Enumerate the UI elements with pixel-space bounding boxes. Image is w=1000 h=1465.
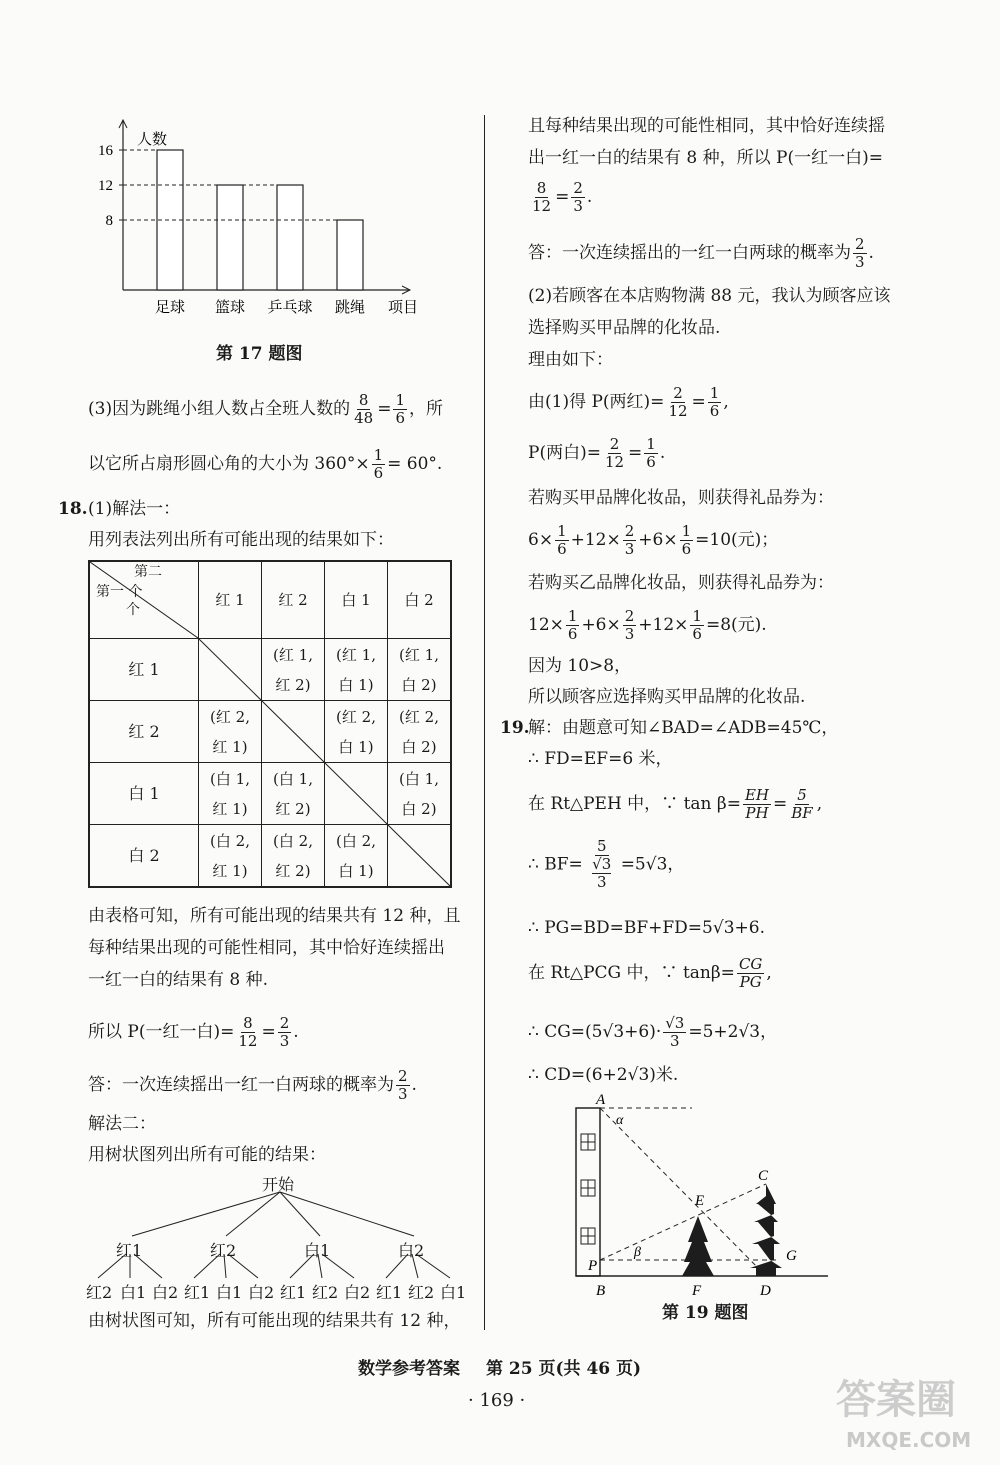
- tree-node-l1: 白2: [398, 1241, 425, 1260]
- table-cell: (红 1, 白 2): [388, 639, 452, 701]
- label-E: E: [695, 1193, 705, 1209]
- y-tick-label: 16: [98, 143, 113, 159]
- watermark-url: MXQE.COM: [846, 1428, 972, 1452]
- right-line2: 出一红一白的结果有 8 种，所以 P(一红一白)=: [528, 148, 883, 168]
- brand-b-intro: 若购买乙品牌化妆品，则获得礼品券为：: [528, 573, 834, 593]
- p-two-red: 由(1)得 P(两红)= $\frac{2}{12}$ = $\frac{1}{6}$ ,: [528, 384, 729, 420]
- tree-leaf: 红2: [312, 1283, 339, 1302]
- after-table-line3: 一红一白的结果有 8 种.: [88, 970, 269, 990]
- brand-a-calc: 6× $\frac{1}{6}$ +12× $\frac{2}{3}$ +6× $\frac{1}{6}$ =10(元)；: [528, 522, 779, 558]
- table-cell: (白 2, 红 1): [199, 825, 262, 888]
- q17-part3-line2: 以它所占扇形圆心角的大小为 360°× $\frac{1}{6}$ = 60°.: [88, 446, 443, 482]
- x-tick-label: 跳绳: [334, 300, 366, 316]
- fraction: $\frac{2}{3}$: [279, 1014, 290, 1050]
- tree-leaf: 红1: [376, 1283, 403, 1302]
- fraction: $\frac{8}{12}$: [532, 179, 552, 215]
- chart-caption: 第 17 题图: [216, 344, 303, 364]
- q19-tan-pcg: 在 Rt△PCG 中，∵ tanβ= $\frac{CG}{PG}$ ,: [528, 955, 772, 991]
- q18-number: 18.: [58, 499, 88, 519]
- table-row: [89, 825, 451, 888]
- table-row: [89, 763, 451, 825]
- table-cell: (红 2, 白 2): [388, 701, 452, 763]
- tree-node-l1: 白1: [304, 1241, 331, 1260]
- outcome-table: [88, 560, 452, 888]
- diag-cell: [199, 639, 262, 701]
- compare-line: 因为 10>8，: [528, 656, 632, 676]
- right-line1: 且每种结果出现的可能性相同，其中恰好连续摇: [528, 116, 885, 136]
- footer-title: 数学参考答案: [358, 1359, 460, 1379]
- tree: [682, 1216, 714, 1276]
- brand-a-intro: 若购买甲品牌化妆品，则获得礼品券为：: [528, 488, 834, 508]
- col-header: 红 1: [199, 561, 262, 639]
- fraction: $\frac{2}{12}$: [604, 435, 625, 471]
- page-number: · 169 ·: [468, 1390, 526, 1411]
- table-cell: (红 2, 白 1): [325, 701, 388, 763]
- table-cell: (白 1, 红 2): [262, 763, 325, 825]
- table-corner-cell: [89, 561, 199, 639]
- label-beta: β: [634, 1245, 641, 1260]
- q17-part3-line1: (3)因为跳绳小组人数占全班人数的 $\frac{8}{48}$ = $\frac{1}{6}$ ，所: [88, 391, 443, 427]
- tree-node-l1: 红1: [116, 1241, 143, 1260]
- fraction: $\frac{2}{3}$: [855, 235, 865, 271]
- row-header: 白 2: [89, 825, 199, 888]
- row-header: 红 2: [89, 701, 199, 763]
- bar-chart-q17: [80, 112, 440, 332]
- row-header: 红 1: [89, 639, 199, 701]
- diag-cell: [388, 825, 452, 888]
- fraction: $\frac{1}{6}$: [373, 446, 384, 482]
- x-tick-label: 篮球: [214, 300, 246, 316]
- label-F: F: [692, 1283, 702, 1299]
- table-row: [89, 639, 451, 701]
- right-part2-line2: 选择购买甲品牌的化妆品.: [528, 318, 721, 338]
- col-header: 白 2: [388, 561, 452, 639]
- text: (3)因为跳绳小组人数占全班人数的: [88, 399, 351, 419]
- p-two-white: P(两白)= $\frac{2}{12}$ = $\frac{1}{6}$ .: [528, 435, 666, 471]
- label-alpha: α: [616, 1113, 624, 1128]
- tree-leaf: 白1: [120, 1283, 147, 1302]
- pagoda: [750, 1184, 782, 1276]
- fraction: $\frac{1}{6}$: [395, 391, 405, 427]
- watermark-logo: 答案圈: [836, 1377, 956, 1423]
- tree-leaf: 白2: [248, 1283, 275, 1302]
- tree-leaf: 白2: [344, 1283, 371, 1302]
- col-header: 白 1: [325, 561, 388, 639]
- table-cell: (白 1, 白 2): [388, 763, 452, 825]
- x-tick-label: 乒乓球: [267, 300, 313, 316]
- right-part2-line1: (2)若顾客在本店购物满 88 元，我认为顾客应该: [528, 286, 891, 306]
- table-cell: (白 2, 红 2): [262, 825, 325, 888]
- tree-leaf: 红2: [86, 1283, 113, 1302]
- fraction: $\frac{2}{3}$: [573, 179, 583, 215]
- x-axis-label: 项目: [388, 300, 419, 316]
- y-tick-label: 8: [105, 213, 113, 229]
- tree-leaf: 红1: [280, 1283, 307, 1302]
- tree-leaf: 白1: [440, 1283, 467, 1302]
- y-axis-label: 人数: [137, 132, 168, 148]
- y-tick-label: 12: [98, 178, 113, 194]
- column-divider: [484, 115, 485, 1330]
- answer-line: 答：一次连续摇出一红一白两球的概率为 $\frac{2}{3}$ .: [88, 1067, 417, 1103]
- conclusion-line: 所以顾客应选择购买甲品牌的化妆品.: [528, 687, 806, 707]
- tree-leaf: 白1: [216, 1283, 243, 1302]
- table-cell: (红 1, 红 2): [262, 639, 325, 701]
- fraction: $\frac{8}{48}$: [354, 391, 374, 427]
- label-A: A: [596, 1092, 606, 1108]
- after-table-line2: 每种结果出现的可能性相同，其中恰好连续摇出: [88, 938, 445, 958]
- fraction: $\frac{2}{12}$: [668, 384, 688, 420]
- fraction: $\frac{1}{6}$: [709, 384, 720, 420]
- windows: [581, 1134, 595, 1244]
- q19-tan-beta: 在 Rt△PEH 中，∵ tan β= $\frac{EH}{PH}$ = $\frac{5}{BF}$ ,: [528, 786, 823, 822]
- bar: [277, 185, 303, 290]
- diag-cell: [262, 701, 325, 763]
- after-table-line1: 由表格可知，所有可能出现的结果共有 12 种，且: [88, 906, 461, 926]
- tree-node-l1: 红2: [210, 1241, 237, 1260]
- table-row: [89, 701, 451, 763]
- q19-bf: ∴ BF= 5 √3 3 =5√3，: [528, 837, 685, 891]
- tree-leaf: 红2: [408, 1283, 435, 1302]
- fraction: $\frac{2}{3}$: [398, 1067, 408, 1103]
- table-header-row: [89, 561, 451, 639]
- q18-list-intro: 用列表法列出所有可能出现的结果如下：: [88, 530, 394, 550]
- label-P: P: [588, 1258, 598, 1274]
- x-tick-label: 足球: [154, 300, 186, 316]
- right-reason: 理由如下：: [528, 350, 613, 370]
- tree-conclusion: 由树状图可知，所有可能出现的结果共有 12 种，: [88, 1311, 461, 1331]
- tree-leaf: 红1: [184, 1283, 211, 1302]
- bar: [217, 185, 243, 290]
- label-B: B: [596, 1283, 606, 1299]
- q18-method1: (1)解法一：: [88, 499, 181, 519]
- q19-cg: ∴ CG=(5√3+6)· $\frac{√3}{3}$ =5+2√3，: [528, 1014, 778, 1050]
- q19-pg: ∴ PG=BD=BF+FD=5√3+6.: [528, 918, 765, 938]
- bar: [337, 220, 363, 290]
- table-cell: (红 2, 红 1): [199, 701, 262, 763]
- compound-fraction: 5 √3 3: [592, 837, 612, 891]
- col-header: 红 2: [262, 561, 325, 639]
- probability-line: 所以 P(一红一白)= $\frac{8}{12}$ = $\frac{2}{3}$ .: [88, 1014, 299, 1050]
- q19-line2: ∴ FD=EF=6 米，: [528, 749, 673, 769]
- tree-leaf: 白2: [152, 1283, 179, 1302]
- right-fraction-line: $\frac{8}{12}$ = $\frac{2}{3}$ .: [532, 179, 593, 215]
- right-answer: 答：一次连续摇出的一红一白两球的概率为 $\frac{2}{3}$ .: [528, 235, 874, 271]
- brand-b-calc: 12× $\frac{1}{6}$ +6× $\frac{2}{3}$ +12× $\frac{1}{6}$ =8(元).: [528, 607, 767, 643]
- figure-19-caption: 第 19 题图: [662, 1303, 749, 1323]
- tree-edges: [98, 1192, 450, 1278]
- q19-line1: 解：由题意可知∠BAD=∠ADB=45℃，: [528, 718, 839, 738]
- table-cell: (红 1, 白 1): [325, 639, 388, 701]
- table-cell: (白 2, 白 1): [325, 825, 388, 888]
- figure-19: [570, 1092, 832, 1302]
- corner-mid-label: 第一 个: [96, 584, 143, 600]
- fraction: $\frac{8}{12}$: [238, 1014, 258, 1050]
- row-header: 白 1: [89, 763, 199, 825]
- diag-cell: [325, 763, 388, 825]
- table-cell: (白 1, 红 1): [199, 763, 262, 825]
- q19-number: 19.: [500, 718, 530, 738]
- label-G: G: [786, 1248, 797, 1264]
- method2-title: 解法二：: [88, 1114, 156, 1134]
- label-D: D: [760, 1283, 771, 1299]
- corner-top-label: 第二: [134, 564, 162, 580]
- footer-page-info: 第 25 页(共 46 页): [486, 1359, 642, 1379]
- fraction: $\frac{1}{6}$: [646, 435, 656, 471]
- q19-cd: ∴ CD=(6+2√3)米.: [528, 1065, 679, 1085]
- tree-root: 开始: [262, 1175, 295, 1194]
- label-C: C: [758, 1168, 769, 1184]
- tree-intro: 用树状图列出所有可能的结果：: [88, 1145, 326, 1165]
- corner-bot-label: 个: [126, 602, 140, 618]
